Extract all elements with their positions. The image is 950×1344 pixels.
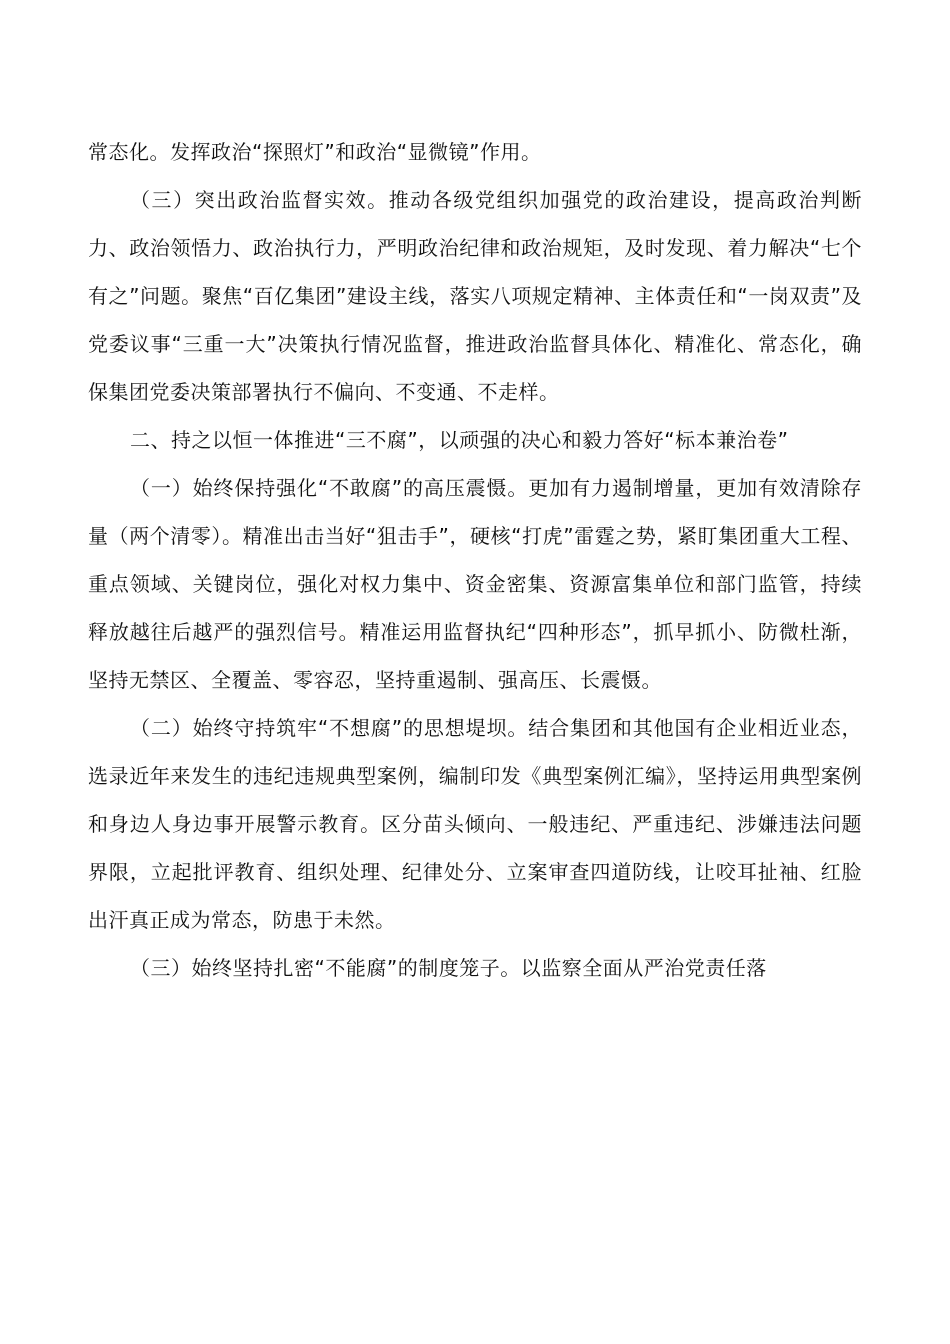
paragraph-not-want-corrupt: （二）始终守持筑牢“不想腐”的思想堤坝。结合集团和其他国有企业相近业态，选录近年来发生的违纪违规典型案例，编制印发《典型案例汇编》，坚持运用典型案例和身边人身边事开展警示教育。区分苗头倾向、一般违纪、严重违纪、涉嫌违法问题界限，立起批评教育、组织处理、纪律处分、立案审查四道防线，让咬耳扯袖、红脸出汗真正成为常态，防患于未然。 [88,716,862,932]
paragraph-dare-not-corrupt: （一）始终保持强化“不敢腐”的高压震慑。更加有力遏制增量，更加有效清除存量（两个清零）。精准出击当好“狙击手”，硬核“打虎”雷霆之势，紧盯集团重大工程、重点领域、关键岗位，强化对权力集中、资金密集、资源富集单位和部门监管，持续释放越往后越严的强烈信号。精准运用监督执纪“四种形态”，抓早抓小、防微杜渐，坚持无禁区、全覆盖、零容忍，坚持重遏制、强高压、长震慑。 [88,476,862,692]
section-heading-two: 二、持之以恒一体推进“三不腐”，以顽强的决心和毅力答好“标本兼治卷” [130,428,789,452]
paragraph-continuation: 常态化。发挥政治“探照灯”和政治“显微镜”作用。 [88,140,542,164]
paragraph-political-supervision: （三）突出政治监督实效。推动各级党组织加强党的政治建设，提高政治判断力、政治领悟力、政治执行力，严明政治纪律和政治规矩，及时发现、着力解决“七个有之”问题。聚焦“百亿集团”建设主线，落实八项规定精神、主体责任和“一岗双责”及党委议事“三重一大”决策执行情况监督，推进政治监督具体化、精准化、常态化，确保集团党委决策部署执行不偏向、不变通、不走样。 [88,188,862,404]
paragraph-cannot-corrupt: （三）始终坚持扎密“不能腐”的制度笼子。以监察全面从严治党责任落 [130,956,767,980]
document-body [88,128,862,992]
